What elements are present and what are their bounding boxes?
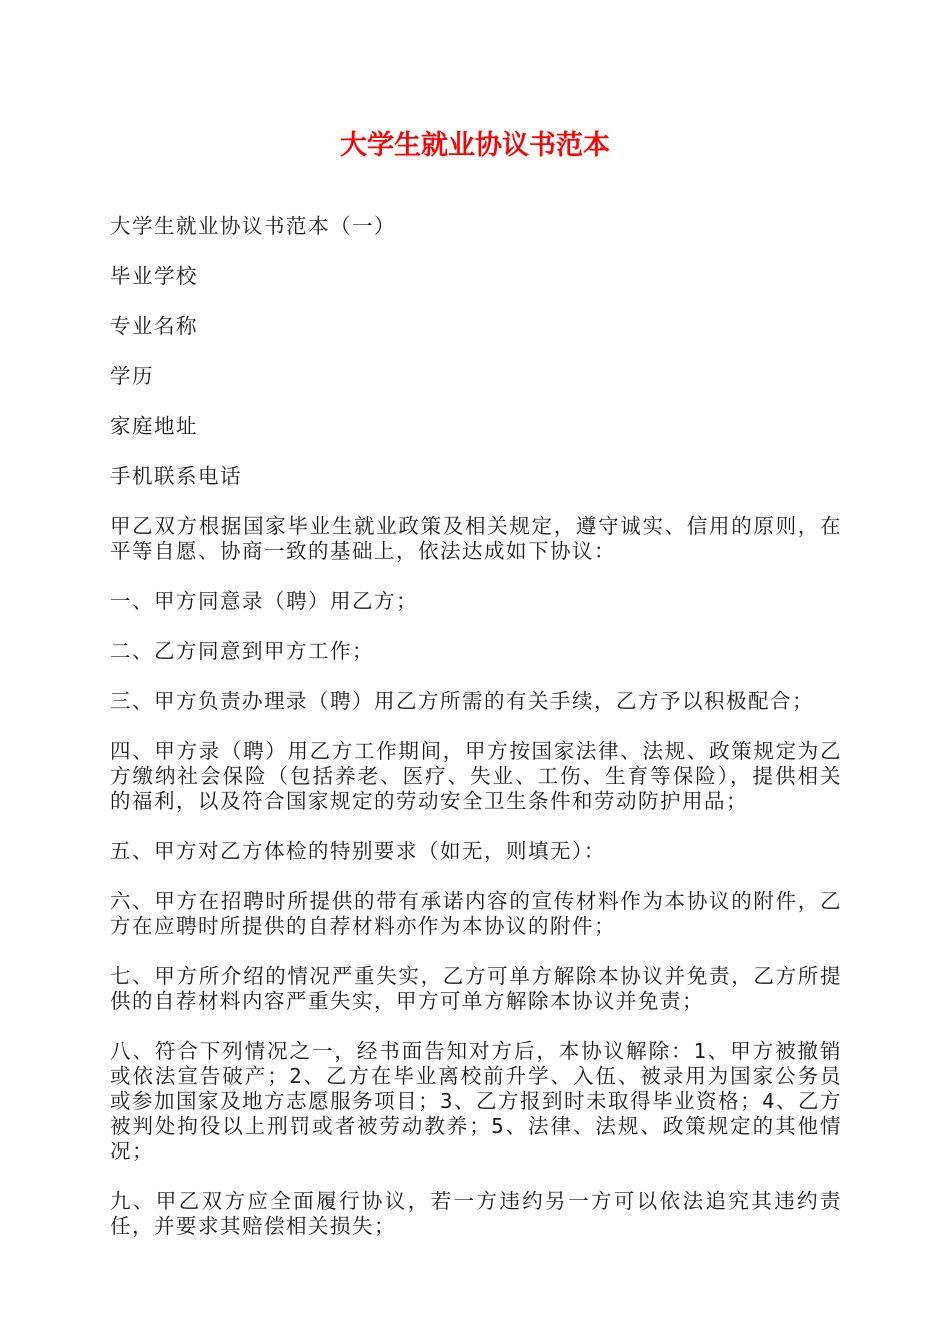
field-education: 学历 [110, 364, 154, 388]
clause-4: 四、甲方录（聘）用乙方工作期间，甲方按国家法律、法规、政策规定为乙方缴纳社会保险（包括养老、医疗、失业、工伤、生育等保险），提供相关的福利，以及符合国家规定的劳动安全卫生条件和劳动防护用品； [110, 739, 842, 813]
field-major: 专业名称 [110, 314, 198, 338]
field-mobile-phone: 手机联系电话 [110, 464, 242, 488]
clause-9: 九、甲乙双方应全面履行协议，若一方违约另一方可以依法追究其违约责任，并要求其赔偿相关损失； [110, 1189, 842, 1238]
clause-8: 八、符合下列情况之一，经书面告知对方后，本协议解除：1、甲方被撤销或依法宣告破产；2、乙方在毕业离校前升学、入伍、被录用为国家公务员或参加国家及地方志愿服务项目；3、乙方报到时未取得毕业资格；4、乙方被判处拘役以上刑罚或者被劳动教养；5、法律、法规、政策规定的其他情况； [110, 1039, 842, 1163]
field-home-address: 家庭地址 [110, 414, 198, 438]
section-heading: 大学生就业协议书范本（一） [110, 214, 396, 238]
clause-1: 一、甲方同意录（聘）用乙方； [110, 589, 418, 613]
document-title: 大学生就业协议书范本 [340, 130, 610, 161]
field-graduate-school: 毕业学校 [110, 264, 198, 288]
clause-5: 五、甲方对乙方体检的特别要求（如无，则填无）： [110, 839, 606, 863]
clause-7: 七、甲方所介绍的情况严重失实，乙方可单方解除本协议并免责，乙方所提供的自荐材料内容严重失实，甲方可单方解除本协议并免责； [110, 964, 842, 1013]
document-body [110, 214, 842, 1264]
agreement-preamble: 甲乙双方根据国家毕业生就业政策及相关规定，遵守诚实、信用的原则，在平等自愿、协商一致的基础上，依法达成如下协议： [110, 514, 842, 563]
clause-6: 六、甲方在招聘时所提供的带有承诺内容的宣传材料作为本协议的附件，乙方在应聘时所提供的自荐材料亦作为本协议的附件； [110, 889, 842, 938]
clause-3: 三、甲方负责办理录（聘）用乙方所需的有关手续，乙方予以积极配合； [110, 689, 814, 713]
clause-2: 二、乙方同意到甲方工作； [110, 639, 374, 663]
